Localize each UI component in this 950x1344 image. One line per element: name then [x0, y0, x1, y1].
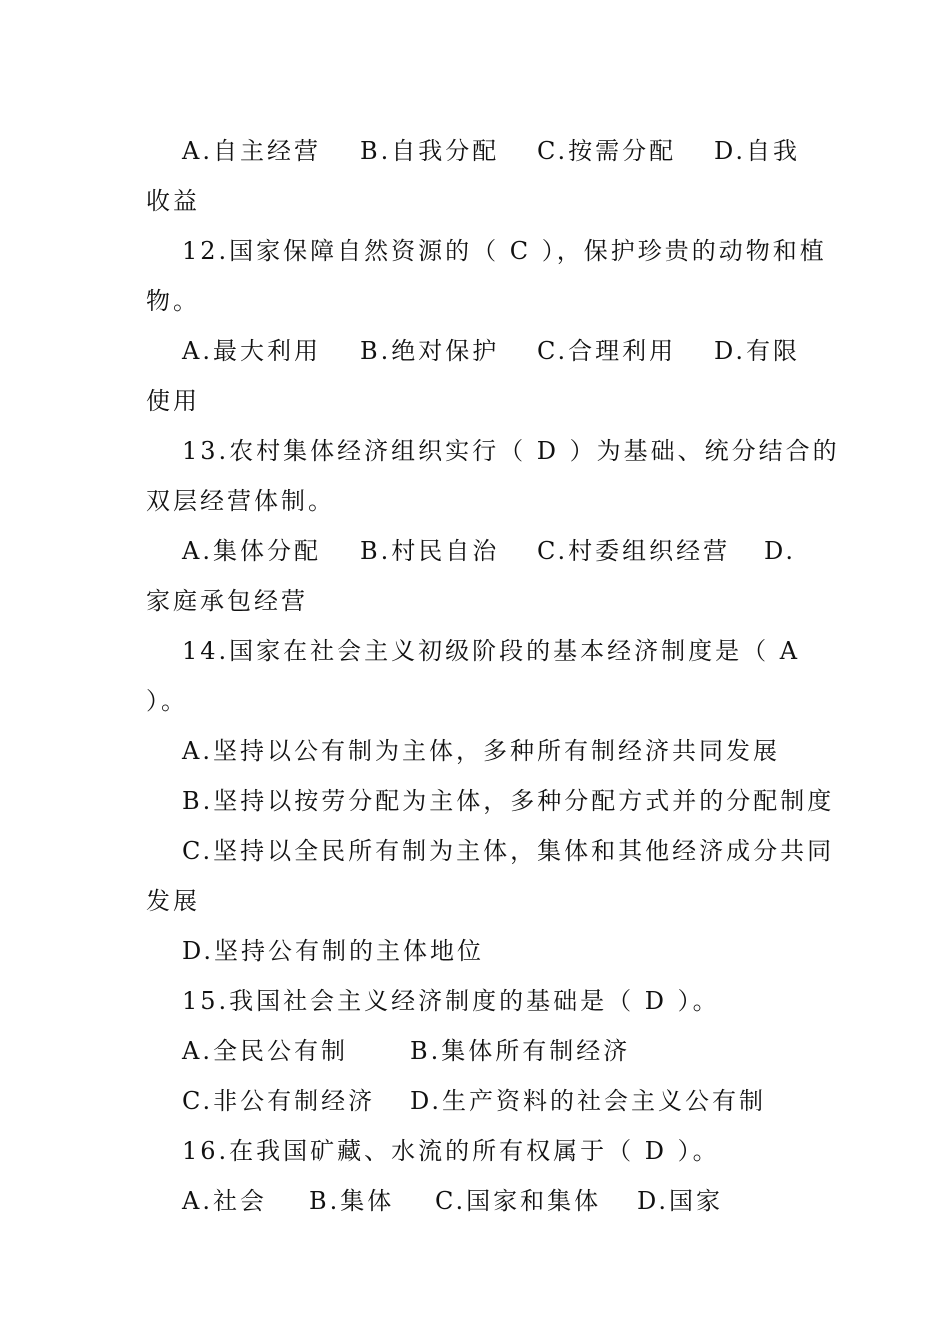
q14-option-c: C.坚持以全民所有制为主体，集体和其他经济成分共同 [182, 837, 835, 865]
q12-option-b: B.绝对保护 [360, 337, 500, 365]
q13-option-b: B.村民自治 [360, 537, 500, 565]
q12-options-wrap: 使用 [146, 387, 200, 415]
q14-stem-wrap: ）。 [146, 687, 188, 715]
q11-option-b: B.自我分配 [360, 137, 500, 165]
q15-option-d: D.生产资料的社会主义公有制 [410, 1087, 767, 1115]
q14-option-a: A.坚持以公有制为主体，多种所有制经济共同发展 [182, 737, 780, 765]
q15-option-c: C.非公有制经济 [182, 1087, 376, 1115]
q13-stem: 13.农村集体经济组织实行（ D ）为基础、统分结合的 [182, 437, 840, 465]
q11-option-a: A.自主经营 [182, 137, 321, 165]
q14-stem: 14.国家在社会主义初级阶段的基本经济制度是（ A [182, 637, 801, 665]
q14-option-b: B.坚持以按劳分配为主体，多种分配方式并的分配制度 [182, 787, 835, 815]
q12-option-c: C.合理利用 [537, 337, 677, 365]
q13-option-d: D. [764, 537, 797, 565]
q14-option-c-wrap: 发展 [146, 887, 200, 915]
q14-option-d: D.坚持公有制的主体地位 [182, 937, 485, 965]
q16-option-d: D.国家 [637, 1187, 724, 1215]
q12-option-a: A.最大利用 [182, 337, 321, 365]
q13-options-wrap: 家庭承包经营 [146, 587, 308, 615]
q11-options-wrap: 收益 [146, 187, 200, 215]
q16-option-b: B.集体 [309, 1187, 395, 1215]
q11-option-c: C.按需分配 [537, 137, 677, 165]
q15-option-b: B.集体所有制经济 [410, 1037, 631, 1065]
q11-option-d: D.自我 [714, 137, 801, 165]
q13-option-c: C.村委组织经营 [537, 537, 731, 565]
q12-option-d: D.有限 [714, 337, 801, 365]
q16-option-a: A.社会 [182, 1187, 267, 1215]
q15-option-a: A.全民公有制 [182, 1037, 348, 1065]
q16-stem: 16.在我国矿藏、水流的所有权属于（ D ）。 [182, 1137, 720, 1165]
q16-option-c: C.国家和集体 [435, 1187, 602, 1215]
q13-option-a: A.集体分配 [182, 537, 321, 565]
q13-stem-wrap: 双层经营体制。 [146, 487, 335, 515]
q15-stem: 15.我国社会主义经济制度的基础是（ D ）。 [182, 987, 720, 1015]
q12-stem: 12.国家保障自然资源的（ C ），保护珍贵的动物和植 [182, 237, 827, 265]
q12-stem-wrap: 物。 [146, 287, 200, 315]
